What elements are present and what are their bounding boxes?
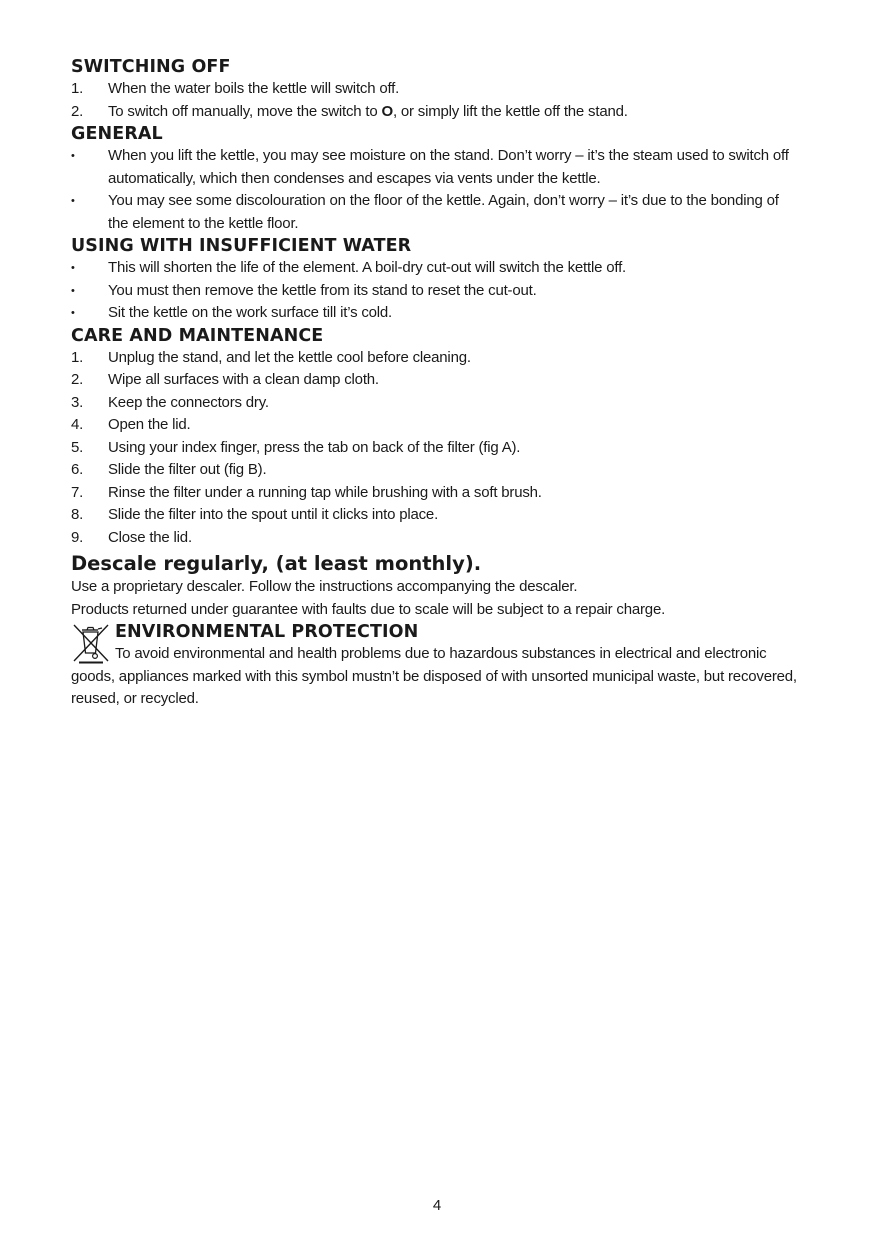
page-number: 4 [432,1197,442,1214]
list-number: 7. [71,483,84,501]
list-item [71,78,801,101]
list-item-text [108,101,801,124]
list-number: 2. [71,102,84,120]
list-item [71,369,801,392]
list-item [71,257,801,280]
list-number: 4. [71,416,84,433]
list-item [71,280,801,303]
list-item-text: Slide the filter out (fig B). [108,461,267,478]
list-item-text: Keep the connectors dry. [108,393,269,411]
list-item [71,504,801,527]
list-item-text: Rinse the filter under a running tap while brushing with a soft brush. [108,483,542,501]
section-heading-switching-off: SWITCHING OFF [71,57,231,77]
list-item-text: Close the lid. [108,528,192,546]
bullet-marker: • [71,195,75,207]
list-item-text: Slide the filter into the spout until it clicks into place. [108,506,439,523]
environmental-protection-section [71,621,801,711]
list-item [71,482,801,505]
list-item [71,392,801,415]
list-item-text [108,78,801,101]
list-number: 6. [71,461,84,478]
switching-off-list [71,78,801,123]
list-item-text: This will shorten the life of the element. A boil-dry cut-out will switch the kettle off. [108,259,627,276]
bullet-marker: • [71,150,75,162]
bullet-marker: • [71,262,75,274]
list-item-text-part: To switch off manually, move the switch to [108,102,382,120]
list-item [71,347,801,370]
section-heading-environmental-protection: ENVIRONMENTAL PROTECTION [115,622,419,642]
list-number: 9. [71,528,84,546]
list-item [71,145,801,190]
list-item [71,302,801,325]
section-heading-care-maintenance: CARE AND MAINTENANCE [71,325,324,346]
descale-heading: Descale regularly, (at least monthly). [71,552,482,575]
list-item-text: When you lift the kettle, you may see moisture on the stand. Don’t worry – it’s the steam used to switch off automatically, which then condenses and escapes via vents under the kettle. [108,147,789,187]
list-item [71,527,801,550]
list-item-text-part: , or simply lift the kettle off the stand. [392,102,628,120]
list-number: 1. [71,80,84,97]
section-heading-insufficient-water: USING WITH INSUFFICIENT WATER [71,236,412,256]
environmental-protection-text: To avoid environmental and health problems due to hazardous substances in electrical and electronic goods, appliances marked with this symbol mustn’t be disposed of with unsorted municipal waste, but recovered, reused, or recycled. [71,645,797,707]
list-item [71,459,801,482]
switch-off-position-label: O [381,102,393,120]
list-item-text: Unplug the stand, and let the kettle cool before cleaning. [108,348,471,366]
list-item [71,190,801,235]
list-item-text-part: When the water boils the kettle will switch off. [108,80,400,97]
descale-instruction: Use a proprietary descaler. Follow the instructions accompanying the descaler. [71,578,578,595]
list-item-text: Sit the kettle on the work surface till it’s cold. [108,304,393,321]
list-item [71,101,801,124]
section-heading-general: GENERAL [71,124,163,144]
list-number: 3. [71,393,84,411]
list-number: 1. [71,348,84,366]
list-item-text: Wipe all surfaces with a clean damp cloth. [108,371,379,388]
list-item-text: Open the lid. [108,416,191,433]
document-body [71,56,801,711]
list-item-text: You may see some discolouration on the floor of the kettle. Again, don’t worry – it’s due to the bonding of the element to the kettle floor. [108,192,779,232]
descale-warranty-note: Products returned under guarantee with faults due to scale will be subject to a repair charge. [71,600,666,618]
bullet-marker: • [71,307,75,319]
list-item [71,414,801,437]
list-item-text: Using your index finger, press the tab on back of the filter (fig A). [108,438,521,456]
general-list [71,145,801,235]
insufficient-water-list [71,257,801,325]
list-number: 2. [71,371,84,388]
care-maintenance-list [71,347,801,550]
crossed-out-wheelie-bin-icon [71,622,111,664]
list-item [71,437,801,460]
bullet-marker: • [71,284,75,297]
list-item-text: You must then remove the kettle from its stand to reset the cut-out. [108,281,537,299]
list-number: 5. [71,438,84,456]
list-number: 8. [71,506,84,523]
